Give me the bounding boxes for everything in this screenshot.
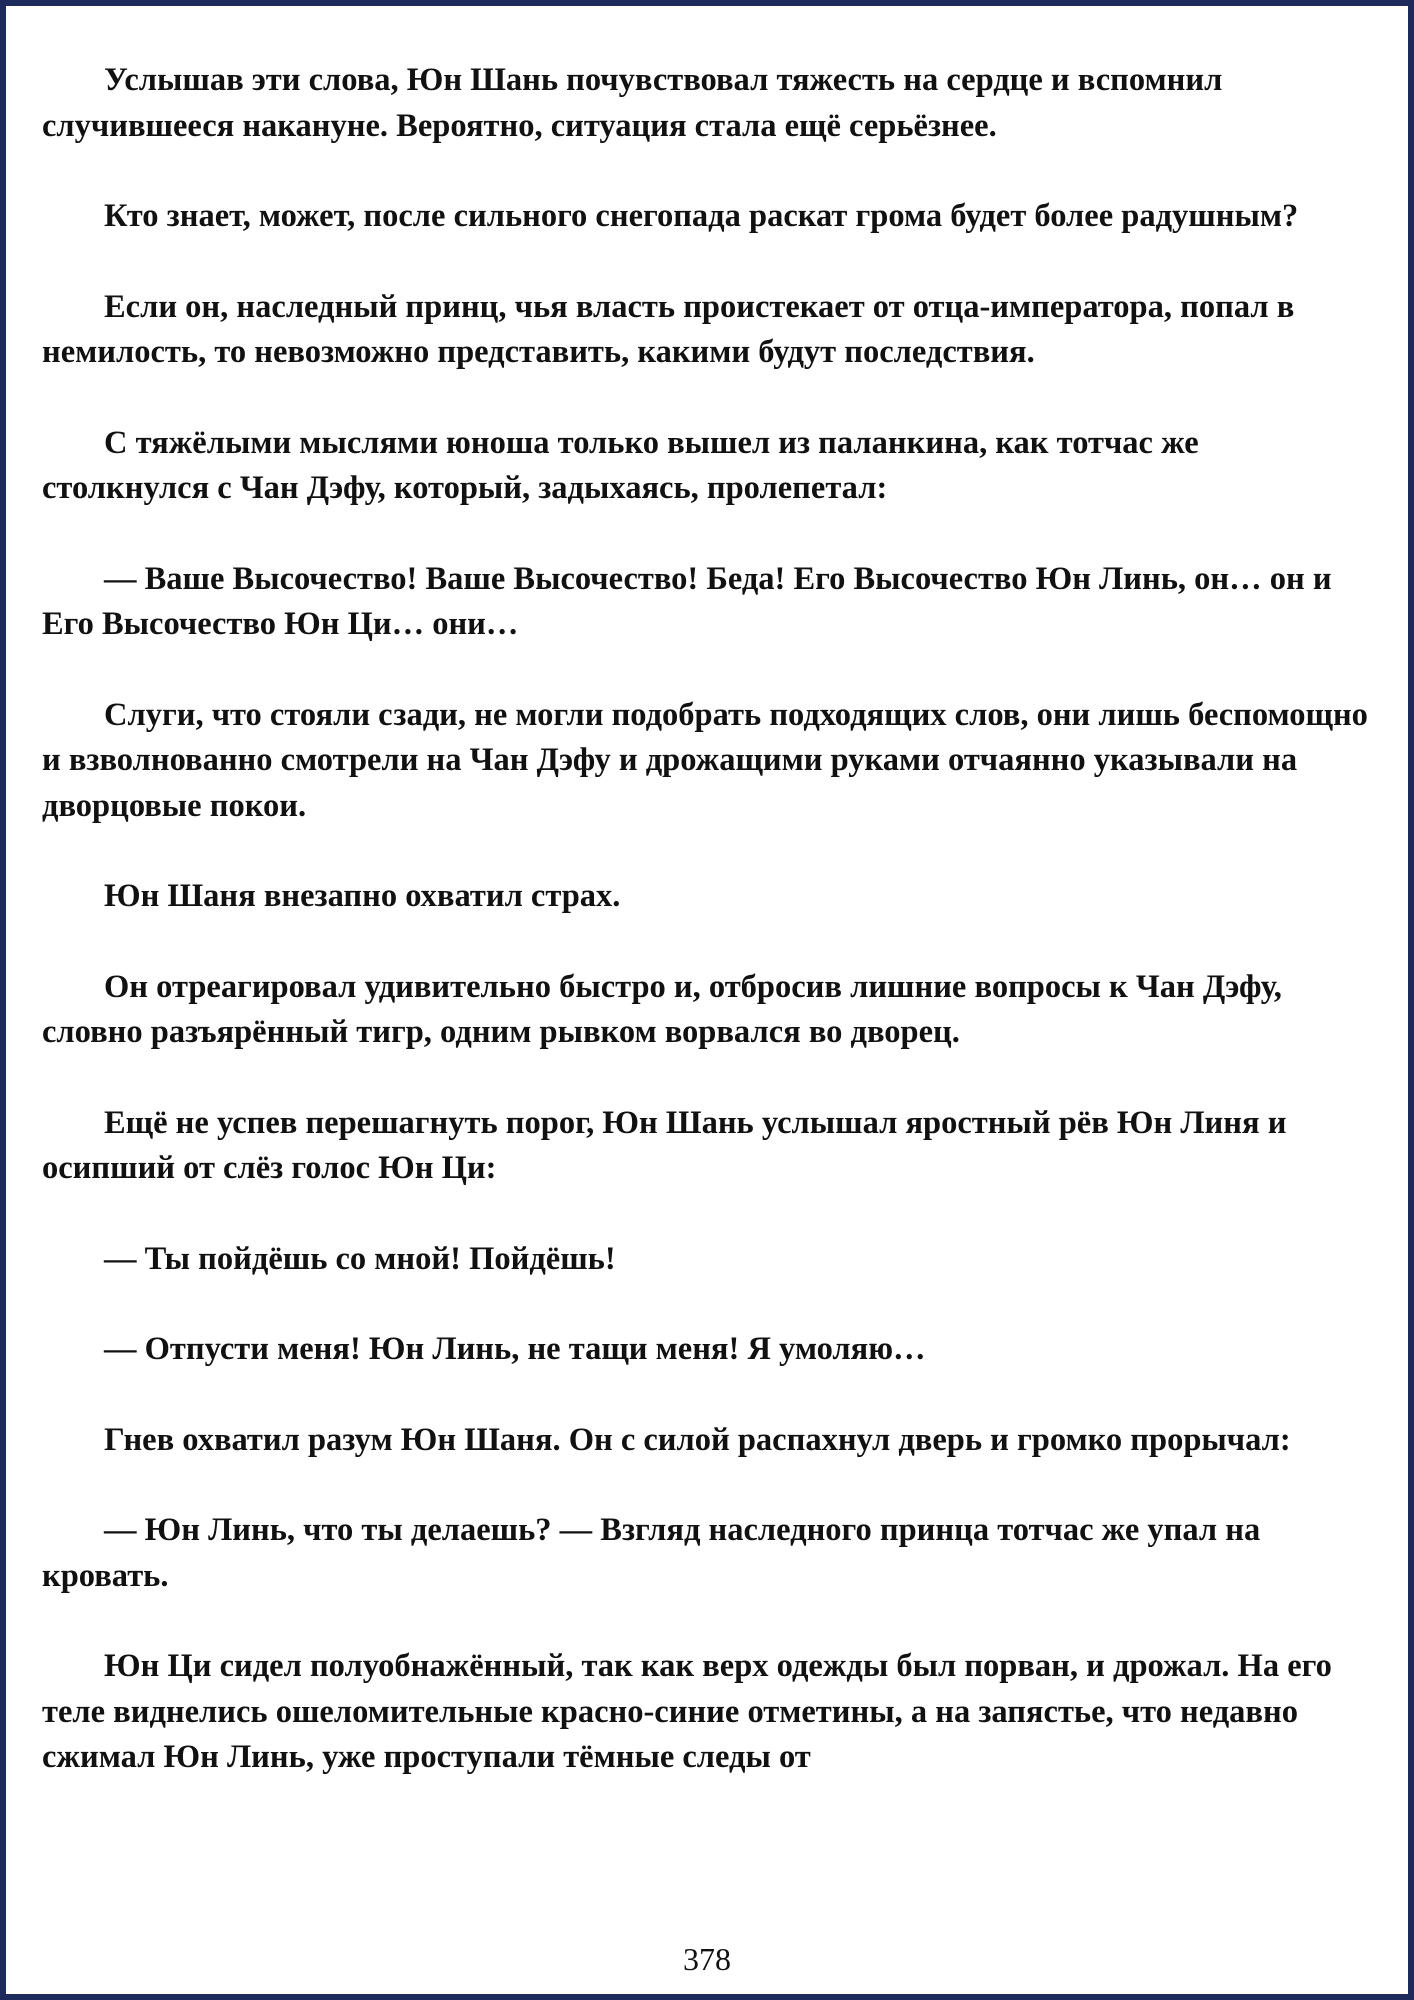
paragraph-3: Если он, наследный принц, чья власть проистекает от отца-императора, попал в немилость, то невозможно представить, какими будут последствия.: [42, 288, 1295, 370]
paragraph-9: Ещё не успев перешагнуть порог, Юн Шань услышал яростный рёв Юн Линя и осипший от слёз голос Юн Ци:: [42, 1104, 1287, 1186]
paragraph-11: — Отпусти меня! Юн Линь, не тащи меня! Я умоляю…: [104, 1331, 926, 1367]
paragraph-8: Он отреагировал удивительно быстро и, отбросив лишние вопросы к Чан Дэфу, словно разъярённый тигр, одним рывком ворвался во дворец.: [42, 968, 1282, 1050]
paragraph-7: Юн Шаня внезапно охватил страх.: [104, 878, 621, 914]
paragraph-4: С тяжёлыми мыслями юноша только вышел из паланкина, как тотчас же столкнулся с Чан Дэфу, который, задыхаясь, пролепетал:: [42, 424, 1199, 506]
paragraph-5: — Ваше Высочество! Ваше Высочество! Беда! Его Высочество Юн Линь, он… он и Его Высочество Юн Ци… они…: [42, 560, 1332, 642]
page-number: 378: [683, 1941, 731, 1977]
paragraph-13: — Юн Линь, что ты делаешь? — Взгляд наследного принца тотчас же упал на кровать.: [42, 1512, 1261, 1594]
paragraph-6: Слуги, что стояли сзади, не могли подобрать подходящих слов, они лишь беспомощно и взволнованно смотрели на Чан Дэфу и дрожащими руками отчаянно указывали на дворцовые покои.: [42, 696, 1368, 824]
paragraph-12: Гнев охватил разум Юн Шаня. Он с силой распахнул дверь и громко прорычал:: [104, 1421, 1291, 1458]
paragraph-10: — Ты пойдёшь со мной! Пойдёшь!: [104, 1240, 616, 1277]
page-text: [42, 58, 1372, 1826]
paragraph-1: Услышав эти слова, Юн Шань почувствовал тяжесть на сердце и вспомнил случившееся накануне. Вероятно, ситуация стала ещё серьёзнее.: [42, 62, 1223, 144]
paragraph-14: Юн Ци сидел полуобнажённый, так как верх одежды был порван, и дрожал. На его теле виднелись ошеломительные красно-синие отметины, а на запястье, что недавно сжимал Юн Линь, уже проступали тёмные следы от: [42, 1648, 1332, 1775]
paragraph-2: Кто знает, может, после сильного снегопада раскат грома будет более радушным?: [104, 198, 1299, 234]
